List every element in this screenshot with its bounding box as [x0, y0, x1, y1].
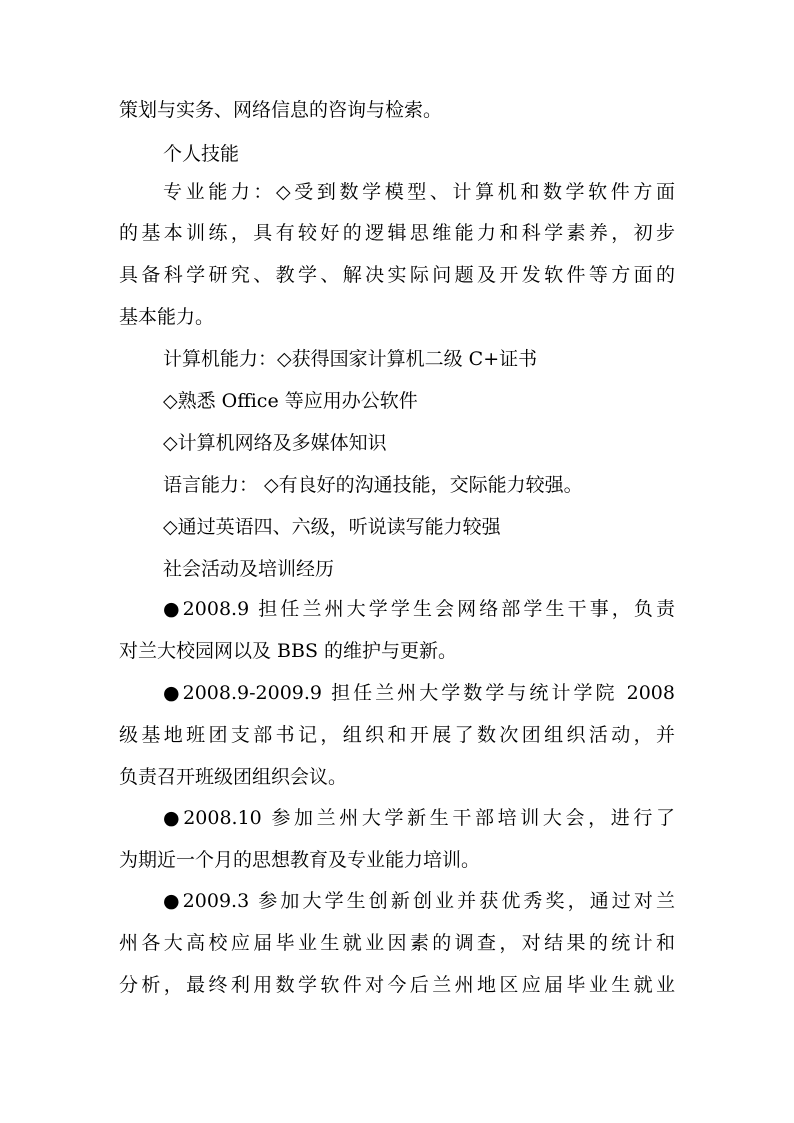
- text-line-english-level: ◇通过英语四、六级，听说读写能力较强: [163, 516, 501, 538]
- text-line-language-ability: 语言能力： ◇有良好的沟通技能，交际能力较强。: [163, 474, 583, 496]
- text-line: 对兰大校园网以及 BBS 的维护与更新。: [119, 640, 458, 662]
- text-line-continuation: 策划与实务、网络信息的咨询与检索。: [119, 99, 443, 121]
- text-line: 州各大高校应届毕业生就业因素的调查，对结果的统计和: [119, 932, 675, 954]
- text-line-network-skill: ◇计算机网络及多媒体知识: [163, 432, 387, 454]
- text-line: 具备科学研究、教学、解决实际问题及开发软件等方面的: [119, 264, 675, 286]
- text-line-professional-ability: 专业能力：◇受到数学模型、计算机和数学软件方面: [163, 181, 675, 203]
- text-line: 级基地班团支部书记，组织和开展了数次团组织活动，并: [119, 724, 675, 746]
- activity-item-2008-9: ●2008.9 担任兰州大学学生会网络部学生干事，负责: [163, 598, 675, 620]
- text-line: 负责召开班级团组织会议。: [119, 766, 348, 788]
- text-line-computer-ability: 计算机能力：◇获得国家计算机二级 C+证书: [163, 348, 538, 370]
- activity-item-2008-10: ●2008.10 参加兰州大学新生干部培训大会，进行了: [163, 807, 675, 829]
- activity-item-2009-3: ●2009.3 参加大学生创新创业并获优秀奖，通过对兰: [163, 890, 675, 912]
- text-line: 分析，最终利用数学软件对今后兰州地区应届毕业生就业: [119, 974, 675, 996]
- text-line: 的基本训练，具有较好的逻辑思维能力和科学素养，初步: [119, 222, 675, 244]
- text-line: 为期近一个月的思想教育及专业能力培训。: [119, 849, 481, 871]
- section-heading-skills: 个人技能: [163, 143, 240, 165]
- section-heading-activities: 社会活动及培训经历: [163, 558, 335, 580]
- activity-item-2008-9-2009-9: ●2008.9-2009.9 担任兰州大学数学与统计学院 2008: [163, 682, 675, 704]
- text-line: 基本能力。: [119, 306, 215, 328]
- text-line-office-skill: ◇熟悉 Office 等应用办公软件: [163, 390, 418, 412]
